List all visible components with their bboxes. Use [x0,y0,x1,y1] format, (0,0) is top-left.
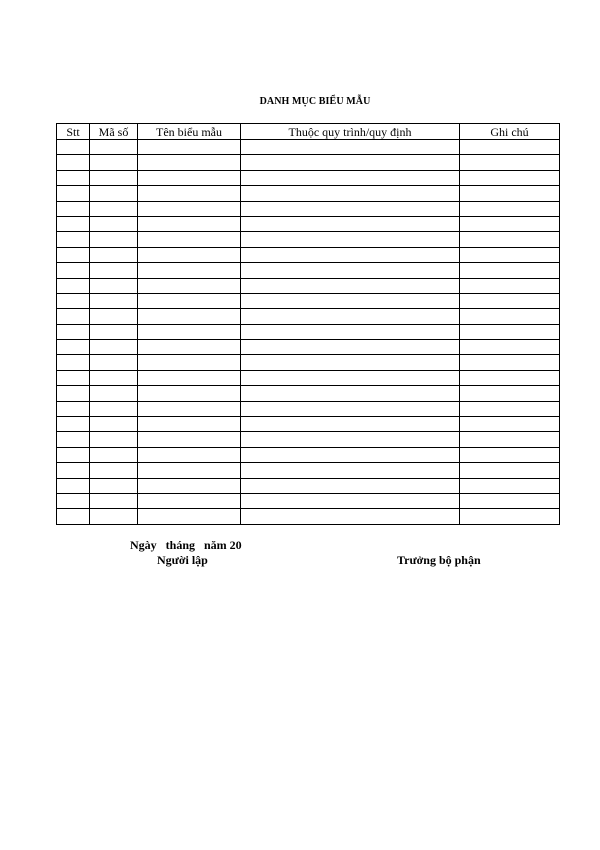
table-cell [460,247,560,262]
table-cell [241,324,460,339]
table-row [57,386,560,401]
table-cell [460,447,560,462]
table-cell [241,201,460,216]
table-cell [460,355,560,370]
table-cell [57,263,90,278]
table-cell [460,186,560,201]
table-row [57,432,560,447]
table-row [57,293,560,308]
header-code: Mã số [90,124,138,140]
table-cell [138,186,241,201]
table-cell [138,509,241,524]
table-cell [90,355,138,370]
table-cell [241,155,460,170]
table-cell [57,140,90,155]
table-cell [460,432,560,447]
table-cell [90,186,138,201]
table-row [57,493,560,508]
table-cell [460,401,560,416]
table-cell [90,324,138,339]
form-list-table [56,123,560,525]
table-cell [90,309,138,324]
table-cell [241,309,460,324]
header-stt: Stt [57,124,90,140]
table-cell [460,263,560,278]
table-cell [57,216,90,231]
table-cell [90,216,138,231]
table-cell [57,463,90,478]
table-cell [460,324,560,339]
preparer-signature-label: Người lập [157,553,208,567]
table-cell [57,170,90,185]
table-cell [90,263,138,278]
department-head-signature-label: Trưởng bộ phận [397,553,481,567]
table-cell [57,447,90,462]
table-cell [57,186,90,201]
table-cell [90,170,138,185]
table-cell [57,478,90,493]
table-cell [138,324,241,339]
table-cell [90,340,138,355]
table-cell [57,432,90,447]
table-cell [90,201,138,216]
table-cell [460,232,560,247]
table-cell [460,386,560,401]
table-cell [460,509,560,524]
table-cell [57,247,90,262]
table-cell [138,463,241,478]
table-cell [57,340,90,355]
table-cell [90,232,138,247]
table-cell [138,309,241,324]
table-cell [241,263,460,278]
table-cell [460,216,560,231]
table-cell [241,370,460,385]
table-row [57,309,560,324]
document-title: DANH MỤC BIỂU MẪU [259,96,371,107]
table-row [57,340,560,355]
table-cell [90,386,138,401]
table-cell [241,293,460,308]
table-cell [241,493,460,508]
table-cell [57,355,90,370]
table-cell [460,478,560,493]
table-cell [90,278,138,293]
table-cell [460,278,560,293]
header-procedure: Thuộc quy trình/quy định [241,124,460,140]
table-cell [241,170,460,185]
table-row [57,401,560,416]
table-cell [90,247,138,262]
table-header-row [57,124,560,140]
table-cell [138,170,241,185]
table-row [57,417,560,432]
table-cell [241,386,460,401]
table-cell [460,463,560,478]
table-cell [241,216,460,231]
table-cell [57,386,90,401]
table-cell [241,232,460,247]
table-cell [57,509,90,524]
table-cell [138,201,241,216]
table-cell [57,417,90,432]
table-row [57,216,560,231]
table-cell [57,401,90,416]
table-cell [90,432,138,447]
table-cell [138,216,241,231]
table-cell [138,263,241,278]
table-cell [241,447,460,462]
table-cell [90,478,138,493]
table-cell [57,232,90,247]
header-form-name: Tên biểu mẫu [138,124,241,140]
date-line: Ngày tháng năm 20 [130,538,242,552]
table-cell [460,493,560,508]
table-cell [138,232,241,247]
table-cell [460,340,560,355]
table-cell [138,386,241,401]
table-cell [57,370,90,385]
table-row [57,247,560,262]
table-cell [57,278,90,293]
table-cell [460,201,560,216]
table-cell [57,155,90,170]
table-cell [57,293,90,308]
table-cell [138,370,241,385]
table-row [57,370,560,385]
table-cell [460,170,560,185]
table-row [57,263,560,278]
table-cell [90,447,138,462]
table-cell [138,493,241,508]
table-row [57,478,560,493]
table-cell [241,340,460,355]
table-cell [90,140,138,155]
table-row [57,278,560,293]
table-cell [90,155,138,170]
table-cell [90,493,138,508]
table-cell [138,478,241,493]
table-cell [241,247,460,262]
table-row [57,355,560,370]
table-row [57,463,560,478]
table-cell [241,355,460,370]
table-cell [460,155,560,170]
table-cell [90,293,138,308]
table-cell [57,201,90,216]
table-cell [57,493,90,508]
table-cell [138,355,241,370]
table-row [57,232,560,247]
table-cell [90,370,138,385]
table-row [57,509,560,524]
table-cell [138,417,241,432]
table-cell [241,509,460,524]
table-cell [57,324,90,339]
table-cell [460,370,560,385]
table-cell [460,309,560,324]
table-row [57,201,560,216]
table-row [57,186,560,201]
table-row [57,140,560,155]
table-cell [138,340,241,355]
table-cell [90,417,138,432]
table-cell [138,447,241,462]
table-cell [241,478,460,493]
table-cell [138,293,241,308]
table-cell [241,417,460,432]
table-cell [138,247,241,262]
table-cell [90,509,138,524]
table-row [57,170,560,185]
table-cell [241,432,460,447]
table-cell [90,401,138,416]
table-cell [460,293,560,308]
table-body [57,140,560,525]
table-cell [138,432,241,447]
table-cell [460,140,560,155]
table-cell [241,186,460,201]
table-cell [90,463,138,478]
table-row [57,155,560,170]
table-cell [138,140,241,155]
table-cell [138,401,241,416]
table-cell [241,278,460,293]
table-cell [138,278,241,293]
table-row [57,447,560,462]
table-cell [138,155,241,170]
table-row [57,324,560,339]
table-cell [57,309,90,324]
header-notes: Ghi chú [460,124,560,140]
table-cell [241,140,460,155]
table-cell [241,401,460,416]
table-cell [460,417,560,432]
table-cell [241,463,460,478]
